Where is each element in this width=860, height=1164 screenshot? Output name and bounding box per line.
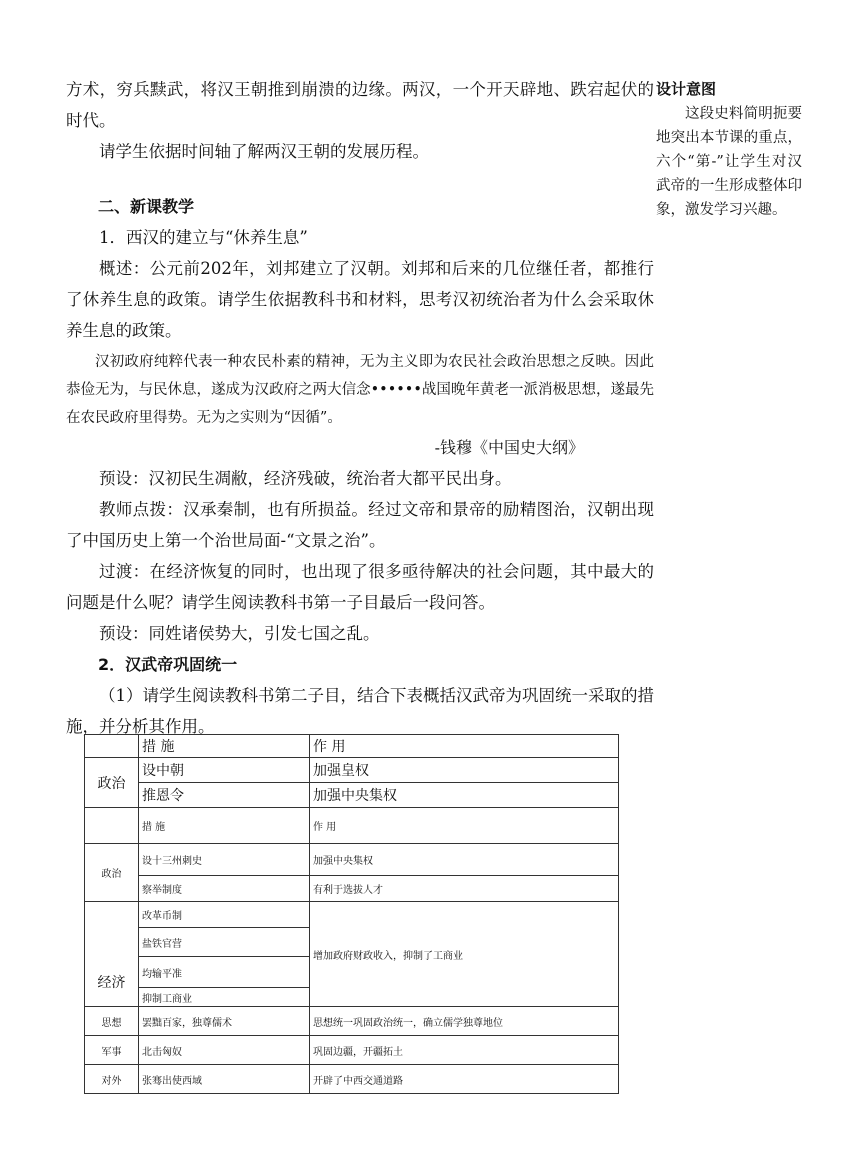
small-politics-measure-2: 察举制度 xyxy=(139,876,310,902)
economy-measure-4: 抑制工商业 xyxy=(139,988,310,1007)
subheading-wudi: 2．汉武帝巩固统一 xyxy=(98,655,238,674)
table-row xyxy=(85,735,619,758)
table-row xyxy=(85,876,619,902)
transition-paragraph: 过渡：在经济恢复的同时，也出现了很多亟待解决的社会问题，其中最大的问题是什么呢？请学生阅读教科书第一子目最后一段问答。 xyxy=(66,562,654,612)
economy-measure-3: 均输平准 xyxy=(139,957,310,988)
foreign-measure: 张骞出使西域 xyxy=(139,1065,310,1094)
quote-source: -钱穆《中国史大纲》 xyxy=(434,438,584,457)
quote-text: 汉初政府纯粹代表一种农民朴素的精神，无为主义即为农民社会政治思想之反映。因此恭俭无为，与民休息，遂成为汉政府之两大信念••••••战国晚年黄老一派消极思想，遂最先在农民政府里得势。无为之实则为“因循”。 xyxy=(66,354,654,426)
small-politics-effect-1: 加强中央集权 xyxy=(310,844,619,876)
military-measure: 北击匈奴 xyxy=(139,1036,310,1065)
design-intent-heading: 设计意图 xyxy=(656,80,717,98)
table-row xyxy=(85,783,619,808)
subheading-western-han: 1．西汉的建立与“休养生息” xyxy=(99,228,308,247)
preset-two: 预设：同姓诸侯势大，引发七国之乱。 xyxy=(99,624,380,643)
header-measure: 措 施 xyxy=(139,735,310,758)
economy-label: 经济 xyxy=(85,902,139,1007)
small-header-measure: 措 施 xyxy=(139,808,310,844)
task-paragraph: （1）请学生阅读教科书第二子目，结合下表概括汉武帝为巩固统一采取的措施，并分析其作用。 xyxy=(66,686,654,736)
small-politics-label: 政治 xyxy=(85,844,139,902)
table-row xyxy=(85,1036,619,1065)
header-effect: 作 用 xyxy=(310,735,619,758)
measures-table xyxy=(84,734,619,1094)
table-cell xyxy=(85,735,139,758)
table-row xyxy=(85,902,619,928)
section-heading-new-lesson: 二、新课教学 xyxy=(98,197,195,216)
overview-paragraph: 概述：公元前202年，刘邦建立了汉朝。刘邦和后来的几位继任者，都推行了休养生息的政策。请学生依据教科书和材料，思考汉初统治者为什么会采取休养生息的政策。 xyxy=(66,259,654,340)
intro-paragraph: 方术，穷兵黩武，将汉王朝推到崩溃的边缘。两汉，一个开天辟地、跌宕起伏的时代。 xyxy=(66,80,654,130)
politics-measure-1: 设中朝 xyxy=(139,758,310,783)
preset-one: 预设：汉初民生凋敝，经济残破，统治者大都平民出身。 xyxy=(99,469,512,488)
main-content xyxy=(66,74,654,742)
small-politics-measure-1: 设十三州刺史 xyxy=(139,844,310,876)
table-row xyxy=(85,1007,619,1036)
economy-measure-1: 改革币制 xyxy=(139,902,310,928)
foreign-effect: 开辟了中西交通道路 xyxy=(310,1065,619,1094)
politics-label: 政治 xyxy=(85,758,139,808)
timeline-instruction: 请学生依据时间轴了解两汉王朝的发展历程。 xyxy=(99,142,429,161)
politics-effect-1: 加强皇权 xyxy=(310,758,619,783)
military-label: 军事 xyxy=(85,1036,139,1065)
teacher-note: 教师点拨：汉承秦制，也有所损益。经过文帝和景帝的励精图治，汉朝出现了中国历史上第一个治世局面-“文景之治”。 xyxy=(66,500,654,550)
table-row xyxy=(85,1065,619,1094)
politics-effect-2: 加强中央集权 xyxy=(310,783,619,808)
table-row xyxy=(85,844,619,876)
design-intent-sidebar xyxy=(656,76,802,222)
thought-effect: 思想统一巩固政治统一，确立儒学独尊地位 xyxy=(310,1007,619,1036)
design-intent-text: 这段史料简明扼要地突出本节课的重点，六个“第-”让学生对汉武帝的一生形成整体印象，激发学习兴趣。 xyxy=(656,106,802,218)
military-effect: 巩固边疆，开疆拓土 xyxy=(310,1036,619,1065)
economy-measure-2: 盐铁官营 xyxy=(139,928,310,957)
table-row xyxy=(85,808,619,844)
small-politics-effect-2: 有利于选拔人才 xyxy=(310,876,619,902)
thought-measure: 罢黜百家，独尊儒术 xyxy=(139,1007,310,1036)
politics-measure-2: 推恩令 xyxy=(139,783,310,808)
quote-block xyxy=(66,348,654,432)
small-header-effect: 作 用 xyxy=(310,808,619,844)
foreign-label: 对外 xyxy=(85,1065,139,1094)
table-cell xyxy=(85,808,139,844)
thought-label: 思想 xyxy=(85,1007,139,1036)
economy-effect: 增加政府财政收入，抑制了工商业 xyxy=(310,902,619,1007)
table-row xyxy=(85,758,619,783)
